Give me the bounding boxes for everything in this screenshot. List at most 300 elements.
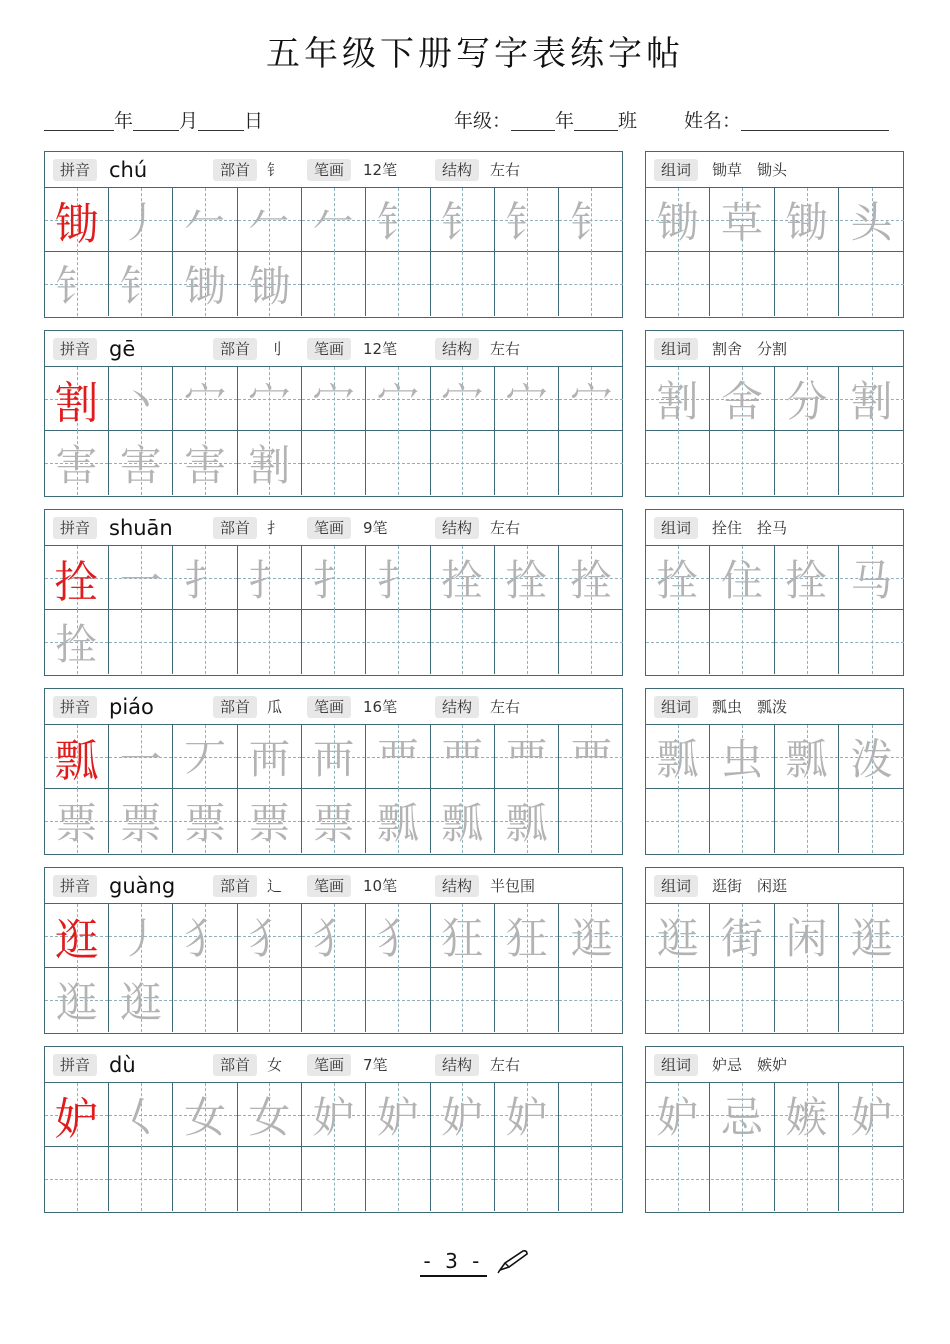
stroke-step-cell[interactable] (174, 367, 238, 431)
stroke-step-cell[interactable] (109, 367, 173, 431)
stroke-step-cell[interactable] (45, 431, 109, 495)
stroke-step-cell[interactable] (431, 546, 495, 610)
blank-cell[interactable] (840, 610, 904, 674)
words-block (645, 151, 904, 318)
word-trace-cell[interactable] (646, 1083, 710, 1147)
word-trace-cell[interactable] (646, 725, 710, 789)
stroke-step-cell[interactable] (302, 904, 366, 968)
word-trace-cell[interactable] (840, 904, 904, 968)
stroke-step-cell[interactable] (174, 904, 238, 968)
stroke-step-cell[interactable] (174, 725, 238, 789)
stroke-step-cell[interactable] (109, 725, 173, 789)
words-block (645, 1046, 904, 1213)
blank-cell[interactable] (431, 1147, 495, 1211)
blank-cell[interactable] (238, 610, 302, 674)
stroke-step-cell[interactable] (495, 904, 559, 968)
word-trace-char: 锄 (656, 198, 699, 247)
word-trace-cell[interactable] (711, 546, 775, 610)
stroke-step-char: 宀 (505, 377, 548, 426)
blank-cell[interactable] (367, 431, 431, 495)
stroke-step-cell[interactable] (238, 188, 302, 252)
blank-cell[interactable] (840, 789, 904, 853)
blank-cell[interactable] (646, 252, 710, 316)
blank-cell[interactable] (302, 1147, 366, 1211)
stroke-step-cell[interactable] (45, 610, 109, 674)
stroke-step-cell[interactable] (559, 904, 623, 968)
word-trace-char: 虫 (720, 735, 763, 784)
stroke-step-cell[interactable] (559, 546, 623, 610)
structure-value: 左右 (490, 698, 521, 716)
pinyin-value: chú (109, 158, 148, 182)
word-trace-cell[interactable] (646, 546, 710, 610)
stroke-step-char: 一 (119, 735, 162, 784)
blank-cell[interactable] (559, 789, 623, 853)
stroke-step-cell[interactable] (109, 546, 173, 610)
strokes-tag: 笔画 (307, 875, 351, 897)
stroke-step-cell[interactable] (174, 252, 238, 316)
stroke-step-cell[interactable] (431, 367, 495, 431)
structure-tag: 结构 (435, 338, 479, 360)
strokes-value: 10笔 (363, 877, 398, 895)
stroke-step-char: 丿 (119, 914, 162, 963)
day-label: 日 (244, 110, 264, 132)
radical-value: 瓜 (267, 698, 283, 716)
stroke-step-cell[interactable] (174, 546, 238, 610)
words-block (645, 330, 904, 497)
pinyin-value: guàng (109, 874, 176, 898)
words-row (646, 725, 903, 789)
word-trace-char: 嫉 (785, 1093, 828, 1142)
stroke-step-cell[interactable] (238, 789, 302, 853)
stroke-step-char: 一 (119, 556, 162, 605)
stroke-step-char: 犭 (376, 914, 419, 963)
practice-row (45, 431, 622, 495)
pinyin-tag: 拼音 (53, 875, 97, 897)
blank-cell[interactable] (711, 610, 775, 674)
blank-cell[interactable] (775, 1147, 839, 1211)
stroke-step-cell[interactable] (431, 725, 495, 789)
blank-cell[interactable] (646, 789, 710, 853)
structure-tag: 结构 (435, 517, 479, 539)
word-trace-cell[interactable] (711, 1083, 775, 1147)
word-trace-cell[interactable] (775, 1083, 839, 1147)
stroke-step-char: 覀 (570, 735, 613, 784)
blank-cell[interactable] (840, 1147, 904, 1211)
stroke-step-char: 𡿨 (119, 1093, 162, 1142)
blank-cell[interactable] (711, 968, 775, 1032)
stroke-step-char: 𠂉 (184, 198, 227, 247)
blank-cell[interactable] (711, 789, 775, 853)
stroke-step-char: 丿 (119, 198, 162, 247)
word-trace-char: 妒 (850, 1093, 893, 1142)
blank-cell[interactable] (367, 1147, 431, 1211)
stroke-step-cell[interactable] (367, 546, 431, 610)
pinyin-value: dù (109, 1053, 136, 1077)
grade-year-label: 年 (555, 110, 575, 132)
model-char: 拴 (54, 557, 99, 608)
stroke-step-char: 害 (55, 441, 98, 490)
stroke-step-cell[interactable] (495, 188, 559, 252)
stroke-step-cell[interactable] (367, 367, 431, 431)
word-trace-char: 逛 (656, 914, 699, 963)
words-header (646, 152, 903, 188)
words-row (646, 367, 903, 431)
words-tag: 组词 (654, 159, 698, 181)
blank-cell[interactable] (775, 431, 839, 495)
words-tag: 组词 (654, 517, 698, 539)
words-row (646, 1083, 903, 1147)
model-char-cell[interactable] (45, 188, 109, 252)
model-char: 瓢 (54, 736, 99, 787)
stroke-step-cell[interactable] (174, 431, 238, 495)
word-trace-cell[interactable] (646, 367, 710, 431)
date-field[interactable] (44, 106, 263, 133)
blank-cell[interactable] (840, 431, 904, 495)
blank-cell[interactable] (367, 610, 431, 674)
blank-cell[interactable] (559, 252, 623, 316)
blank-cell[interactable] (559, 1147, 623, 1211)
blank-cell[interactable] (45, 1147, 109, 1211)
blank-cell[interactable] (495, 1147, 559, 1211)
radical-tag: 部首 (213, 696, 257, 718)
char-block (44, 509, 623, 676)
words-block (645, 867, 904, 1034)
practice-row (45, 546, 622, 610)
stroke-step-cell[interactable] (174, 1083, 238, 1147)
stroke-step-char: 女 (184, 1093, 227, 1142)
blank-cell[interactable] (840, 968, 904, 1032)
radical-value: 刂 (267, 340, 283, 358)
stroke-step-cell[interactable] (495, 546, 559, 610)
blank-cell[interactable] (646, 1147, 710, 1211)
words-tag: 组词 (654, 696, 698, 718)
words-header (646, 331, 903, 367)
words-row (646, 968, 903, 1032)
radical-value: 扌 (267, 519, 283, 537)
blank-cell[interactable] (646, 431, 710, 495)
stroke-step-char: 钅 (570, 198, 613, 247)
stroke-step-cell[interactable] (109, 904, 173, 968)
blank-cell[interactable] (775, 789, 839, 853)
blank-cell[interactable] (238, 1147, 302, 1211)
class-blank[interactable] (574, 112, 618, 131)
word-trace-cell[interactable] (646, 904, 710, 968)
stroke-step-cell[interactable] (238, 1083, 302, 1147)
stroke-step-cell[interactable] (109, 252, 173, 316)
strokes-tag: 笔画 (307, 517, 351, 539)
stroke-step-cell[interactable] (559, 725, 623, 789)
strokes-value: 12笔 (363, 340, 398, 358)
stroke-step-cell[interactable] (367, 1083, 431, 1147)
words-value: 割舍 分割 (712, 340, 788, 358)
stroke-step-cell[interactable] (367, 789, 431, 853)
blank-cell[interactable] (238, 968, 302, 1032)
blank-cell[interactable] (302, 431, 366, 495)
stroke-step-cell[interactable] (45, 968, 109, 1032)
practice-row (45, 252, 622, 316)
stroke-step-char: 钅 (505, 198, 548, 247)
stroke-step-char: 票 (312, 799, 355, 848)
strokes-tag: 笔画 (307, 338, 351, 360)
words-tag: 组词 (654, 1054, 698, 1076)
stroke-step-char: 扌 (184, 556, 227, 605)
radical-tag: 部首 (213, 159, 257, 181)
blank-cell[interactable] (711, 252, 775, 316)
blank-cell[interactable] (495, 610, 559, 674)
word-trace-char: 草 (720, 198, 763, 247)
word-trace-char: 瓢 (656, 735, 699, 784)
blank-cell[interactable] (109, 1147, 173, 1211)
radical-tag: 部首 (213, 875, 257, 897)
word-trace-cell[interactable] (775, 725, 839, 789)
blank-cell[interactable] (367, 252, 431, 316)
char-header (45, 868, 622, 904)
stroke-step-cell[interactable] (431, 789, 495, 853)
blank-cell[interactable] (775, 252, 839, 316)
model-char-cell[interactable] (45, 904, 109, 968)
words-header (646, 510, 903, 546)
stroke-step-cell[interactable] (302, 188, 366, 252)
stroke-step-cell[interactable] (174, 188, 238, 252)
word-trace-char: 瓢 (785, 735, 828, 784)
stroke-step-cell[interactable] (238, 431, 302, 495)
stroke-step-char: 狂 (505, 914, 548, 963)
radical-value: 辶 (267, 877, 283, 895)
word-trace-cell[interactable] (840, 1083, 904, 1147)
pinyin-tag: 拼音 (53, 159, 97, 181)
stroke-step-cell[interactable] (495, 367, 559, 431)
word-trace-cell[interactable] (840, 546, 904, 610)
stroke-step-char: 拴 (505, 556, 548, 605)
blank-cell[interactable] (174, 1147, 238, 1211)
char-header (45, 1047, 622, 1083)
structure-value: 左右 (490, 161, 521, 179)
stroke-step-cell[interactable] (238, 367, 302, 431)
word-trace-char: 忌 (720, 1093, 763, 1142)
word-trace-cell[interactable] (711, 725, 775, 789)
word-trace-cell[interactable] (840, 367, 904, 431)
stroke-step-char: 拴 (570, 556, 613, 605)
words-header (646, 868, 903, 904)
blank-cell[interactable] (559, 1083, 623, 1147)
pen-icon (496, 1248, 530, 1274)
words-row (646, 1147, 903, 1211)
stroke-step-char: 丶 (119, 377, 162, 426)
stroke-step-cell[interactable] (431, 188, 495, 252)
words-row (646, 546, 903, 610)
page-footer (0, 1248, 950, 1277)
strokes-tag: 笔画 (307, 696, 351, 718)
char-block (44, 688, 623, 855)
stroke-step-char: 妒 (505, 1093, 548, 1142)
stroke-step-char: 妒 (441, 1093, 484, 1142)
blank-cell[interactable] (302, 610, 366, 674)
stroke-step-cell[interactable] (495, 789, 559, 853)
day-blank[interactable] (198, 112, 244, 131)
stroke-step-cell[interactable] (109, 789, 173, 853)
blank-cell[interactable] (174, 610, 238, 674)
words-header (646, 1047, 903, 1083)
grade-year-blank[interactable] (511, 112, 555, 131)
stroke-step-cell[interactable] (109, 431, 173, 495)
stroke-step-cell[interactable] (495, 725, 559, 789)
stroke-step-char: 妒 (312, 1093, 355, 1142)
word-trace-char: 分 (785, 377, 828, 426)
structure-tag: 结构 (435, 159, 479, 181)
stroke-step-cell[interactable] (431, 904, 495, 968)
char-header (45, 689, 622, 725)
stroke-step-cell[interactable] (238, 546, 302, 610)
stroke-step-cell[interactable] (302, 789, 366, 853)
blank-cell[interactable] (367, 968, 431, 1032)
stroke-step-char: 犭 (312, 914, 355, 963)
practice-row (45, 367, 622, 431)
radical-value: 钅 (267, 161, 283, 179)
word-trace-char: 头 (850, 198, 893, 247)
stroke-step-cell[interactable] (238, 904, 302, 968)
stroke-step-char: 𠂉 (312, 198, 355, 247)
stroke-step-cell[interactable] (45, 789, 109, 853)
stroke-step-cell[interactable] (495, 1083, 559, 1147)
blank-cell[interactable] (431, 252, 495, 316)
word-trace-cell[interactable] (646, 188, 710, 252)
pinyin-value: piáo (109, 695, 154, 719)
blank-cell[interactable] (559, 431, 623, 495)
word-trace-char: 妒 (656, 1093, 699, 1142)
blank-cell[interactable] (646, 968, 710, 1032)
stroke-step-cell[interactable] (109, 968, 173, 1032)
blank-cell[interactable] (646, 610, 710, 674)
practice-row (45, 610, 622, 674)
name-label: 姓名： (684, 110, 742, 132)
stroke-step-char: 宀 (570, 377, 613, 426)
stroke-step-cell[interactable] (302, 1083, 366, 1147)
practice-row (45, 1147, 622, 1211)
blank-cell[interactable] (431, 968, 495, 1032)
words-row (646, 904, 903, 968)
word-trace-char: 住 (720, 556, 763, 605)
model-char-cell[interactable] (45, 546, 109, 610)
stroke-step-cell[interactable] (559, 367, 623, 431)
stroke-step-cell[interactable] (302, 546, 366, 610)
model-char-cell[interactable] (45, 725, 109, 789)
stroke-step-cell[interactable] (367, 904, 431, 968)
stroke-step-cell[interactable] (559, 188, 623, 252)
stroke-step-char: 瓢 (441, 799, 484, 848)
stroke-step-cell[interactable] (431, 1083, 495, 1147)
word-trace-cell[interactable] (775, 367, 839, 431)
blank-cell[interactable] (775, 610, 839, 674)
model-char-cell[interactable] (45, 367, 109, 431)
page-number: - 3 - (420, 1249, 488, 1277)
stroke-step-char: 襾 (248, 735, 291, 784)
words-tag: 组词 (654, 875, 698, 897)
stroke-step-cell[interactable] (174, 789, 238, 853)
word-trace-cell[interactable] (711, 367, 775, 431)
blank-cell[interactable] (431, 431, 495, 495)
stroke-step-char: 锄 (248, 262, 291, 311)
model-char: 锄 (54, 199, 99, 250)
practice-row (45, 904, 622, 968)
structure-value: 左右 (490, 1056, 521, 1074)
blank-cell[interactable] (302, 968, 366, 1032)
year-label: 年 (114, 110, 134, 132)
practice-row (45, 188, 622, 252)
stroke-step-char: 害 (184, 441, 227, 490)
blank-cell[interactable] (559, 968, 623, 1032)
word-trace-cell[interactable] (840, 188, 904, 252)
pinyin-tag: 拼音 (53, 517, 97, 539)
blank-cell[interactable] (559, 610, 623, 674)
radical-tag: 部首 (213, 517, 257, 539)
stroke-step-cell[interactable] (367, 725, 431, 789)
blank-cell[interactable] (302, 252, 366, 316)
pinyin-tag: 拼音 (53, 1054, 97, 1076)
blank-cell[interactable] (495, 968, 559, 1032)
stroke-step-char: 犭 (248, 914, 291, 963)
word-trace-cell[interactable] (775, 188, 839, 252)
stroke-step-char: 丆 (184, 735, 227, 784)
word-trace-cell[interactable] (840, 725, 904, 789)
stroke-step-cell[interactable] (302, 725, 366, 789)
stroke-step-cell[interactable] (109, 1083, 173, 1147)
stroke-step-char: 割 (248, 441, 291, 490)
stroke-step-cell[interactable] (45, 252, 109, 316)
stroke-step-char: 妒 (376, 1093, 419, 1142)
word-trace-cell[interactable] (775, 904, 839, 968)
stroke-step-char: 锄 (184, 262, 227, 311)
structure-value: 左右 (490, 340, 521, 358)
pinyin-tag: 拼音 (53, 696, 97, 718)
stroke-step-cell[interactable] (238, 725, 302, 789)
stroke-step-cell[interactable] (238, 252, 302, 316)
pinyin-value: shuān (109, 516, 173, 540)
words-header (646, 689, 903, 725)
stroke-step-cell[interactable] (302, 367, 366, 431)
name-field[interactable] (684, 106, 889, 133)
word-trace-cell[interactable] (711, 188, 775, 252)
word-trace-char: 锄 (785, 198, 828, 247)
month-blank[interactable] (133, 112, 179, 131)
blank-cell[interactable] (495, 252, 559, 316)
blank-cell[interactable] (711, 1147, 775, 1211)
word-trace-cell[interactable] (775, 546, 839, 610)
word-trace-cell[interactable] (711, 904, 775, 968)
stroke-step-cell[interactable] (109, 188, 173, 252)
blank-cell[interactable] (840, 252, 904, 316)
strokes-value: 16笔 (363, 698, 398, 716)
stroke-step-char: 逛 (119, 978, 162, 1027)
words-block (645, 688, 904, 855)
stroke-step-char: 宀 (184, 377, 227, 426)
practice-row (45, 968, 622, 1032)
blank-cell[interactable] (109, 610, 173, 674)
grade-field[interactable] (454, 106, 637, 133)
pinyin-tag: 拼音 (53, 338, 97, 360)
blank-cell[interactable] (775, 968, 839, 1032)
name-blank[interactable] (741, 112, 889, 131)
model-char-cell[interactable] (45, 1083, 109, 1147)
blank-cell[interactable] (174, 968, 238, 1032)
stroke-step-char: 狂 (441, 914, 484, 963)
stroke-step-cell[interactable] (367, 188, 431, 252)
blank-cell[interactable] (711, 431, 775, 495)
blank-cell[interactable] (495, 431, 559, 495)
year-blank[interactable] (44, 112, 114, 131)
structure-tag: 结构 (435, 696, 479, 718)
blank-cell[interactable] (431, 610, 495, 674)
radical-value: 女 (267, 1056, 283, 1074)
